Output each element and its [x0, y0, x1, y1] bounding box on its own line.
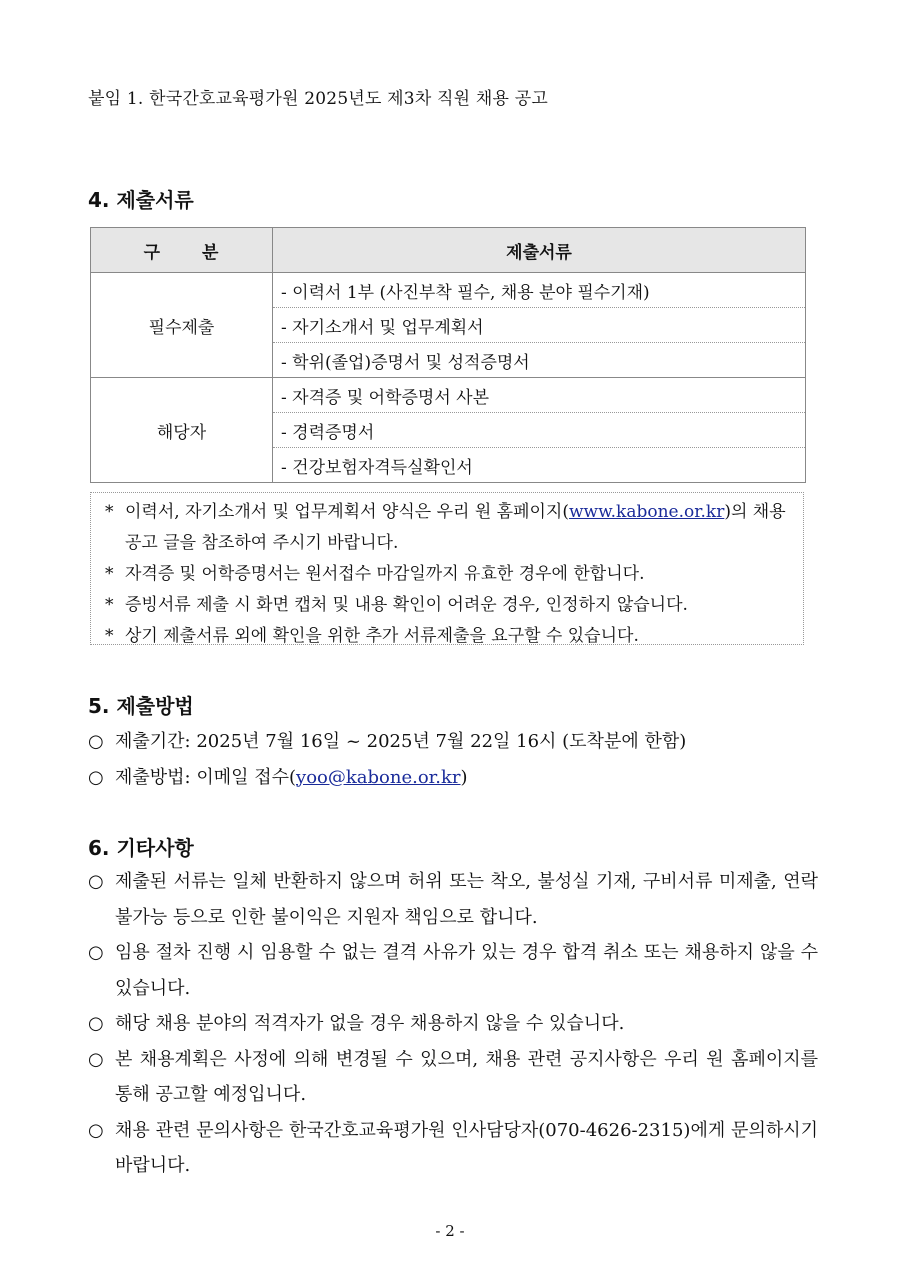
circle-bullet-icon: ○	[88, 1048, 104, 1070]
list-item-text: 제출된 서류는 일체 반환하지 않으며 허위 또는 착오, 불성실 기재, 구비서류 미제출, 연락 불가능 등으로 인한 불이익은 지원자 책임으로 합니다.	[115, 871, 818, 928]
circle-bullet-icon: ○	[88, 1119, 104, 1141]
note-text: 상기 제출서류 외에 확인을 위한 추가 서류제출을 요구할 수 있습니다.	[125, 626, 639, 646]
list-item	[88, 760, 818, 796]
section-4-title: 4. 제출서류	[88, 188, 194, 212]
table-row	[91, 273, 806, 308]
section-6-title: 6. 기타사항	[88, 836, 194, 860]
circle-bullet-icon: ○	[88, 942, 104, 963]
attachment-header: 붙임 1. 한국간호교육평가원 2025년도 제3차 직원 채용 공고	[88, 89, 548, 109]
asterisk-marker: *	[105, 564, 114, 584]
list-item	[88, 1042, 818, 1113]
asterisk-marker: *	[105, 626, 114, 646]
note-item	[101, 497, 793, 559]
document-item: - 자기소개서 및 업무계획서	[273, 308, 806, 343]
document-item: - 이력서 1부 (사진부착 필수, 채용 분야 필수기재)	[273, 273, 806, 308]
list-item	[88, 864, 818, 935]
document-item: - 학위(졸업)증명서 및 성적증명서	[273, 343, 806, 378]
list-item	[88, 935, 818, 1006]
submission-period: 제출기간: 2025년 7월 16일 ~ 2025년 7월 22일 16시 (도착분에 한함)	[115, 731, 687, 752]
document-item: - 경력증명서	[273, 413, 806, 448]
homepage-link[interactable]: www.kabone.or.kr	[569, 502, 725, 522]
email-link[interactable]: yoo@kabone.or.kr	[296, 766, 461, 788]
list-item	[88, 1006, 818, 1042]
note-item	[101, 621, 793, 652]
section-5-title: 5. 제출방법	[88, 694, 194, 718]
circle-bullet-icon: ○	[88, 871, 104, 892]
header-category: 구 분	[91, 228, 273, 273]
note-text: 자격증 및 어학증명서는 원서접수 마감일까지 유효한 경우에 한합니다.	[125, 564, 645, 584]
list-item	[88, 724, 818, 760]
note-item	[101, 590, 793, 621]
submission-method-text: )	[460, 766, 468, 788]
submission-method-list	[88, 724, 818, 795]
note-item	[101, 559, 793, 590]
page-number: - 2 -	[435, 1222, 465, 1240]
notes-box	[90, 492, 804, 645]
table-header-row	[91, 228, 806, 273]
list-item-text: 임용 절차 진행 시 임용할 수 없는 결격 사유가 있는 경우 합격 취소 또는 채용하지 않을 수 있습니다.	[115, 942, 818, 999]
table-row	[91, 378, 806, 413]
list-item-text: 채용 관련 문의사항은 한국간호교육평가원 인사담당자(070-4626-2315)에게 문의하시기 바랍니다.	[115, 1119, 818, 1176]
document-item: - 자격증 및 어학증명서 사본	[273, 378, 806, 413]
note-text: 증빙서류 제출 시 화면 캡처 및 내용 확인이 어려운 경우, 인정하지 않습니다.	[125, 595, 688, 615]
asterisk-marker: *	[105, 595, 114, 615]
note-text: )의 채용공고 글을 참조하여 주시기 바랍니다.	[125, 502, 786, 553]
list-item	[88, 1113, 818, 1184]
circle-bullet-icon: ○	[88, 731, 104, 752]
document-item: - 건강보험자격득실확인서	[273, 448, 806, 483]
category-applicable: 해당자	[91, 378, 273, 483]
other-matters-list	[88, 864, 818, 1184]
circle-bullet-icon: ○	[88, 1013, 104, 1034]
header-documents: 제출서류	[273, 228, 806, 273]
circle-bullet-icon: ○	[88, 766, 104, 788]
submission-method-text: 제출방법: 이메일 접수(	[115, 766, 297, 788]
asterisk-marker: *	[105, 502, 114, 522]
documents-table	[90, 227, 806, 483]
list-item-text: 본 채용계획은 사정에 의해 변경될 수 있으며, 채용 관련 공지사항은 우리 원 홈페이지를 통해 공고할 예정입니다.	[115, 1048, 818, 1105]
list-item-text: 해당 채용 분야의 적격자가 없을 경우 채용하지 않을 수 있습니다.	[115, 1013, 625, 1034]
note-text: 이력서, 자기소개서 및 업무계획서 양식은 우리 원 홈페이지(	[125, 502, 569, 522]
category-required: 필수제출	[91, 273, 273, 378]
